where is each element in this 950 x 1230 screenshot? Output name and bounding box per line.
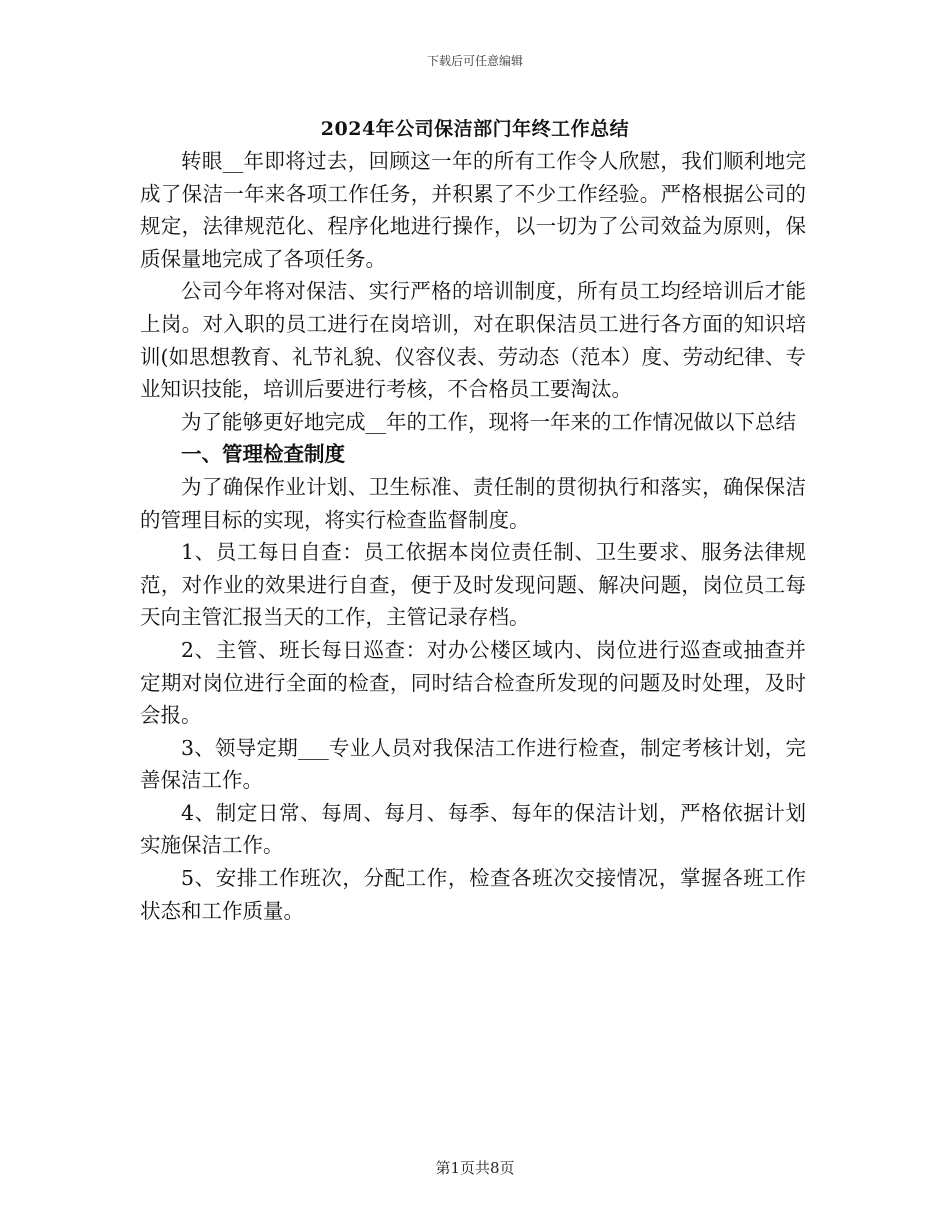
- body-paragraph: 公司今年将对保洁、实行严格的培训制度，所有员工均经培训后才能上岗。对入职的员工进行在岗培训，对在职保洁员工进行各方面的知识培训(如思想教育、礼节礼貌、仪容仪表、劳动态（范本）度、劳动纪律、专业知识技能，培训后要进行考核，不合格员工要淘汰。: [140, 279, 806, 402]
- list-item: 1、员工每日自查：员工依据本岗位责任制、卫生要求、服务法律规范，对作业的效果进行自查，便于及时发现问题、解决问题，岗位员工每天向主管汇报当天的工作，主管记录存档。: [140, 540, 806, 630]
- list-item: 2、主管、班长每日巡查：对办公楼区域内、岗位进行巡查或抽查并定期对岗位进行全面的检查，同时结合检查所发现的问题及时处理，及时会报。: [140, 637, 806, 728]
- list-item: 3、领导定期___专业人员对我保洁工作进行检查，制定考核计划，完善保洁工作。: [140, 735, 806, 793]
- header-note: 下载后可任意编辑: [426, 54, 523, 68]
- body-paragraph: 转眼__年即将过去，回顾这一年的所有工作令人欣慰，我们顺利地完成了保洁一年来各项工作任务，并积累了不少工作经验。严格根据公司的规定，法律规范化、程序化地进行操作，以一切为了公司效益为原则，保质保量地完成了各项任务。: [140, 149, 806, 271]
- list-item: 5、安排工作班次，分配工作，检查各班次交接情况，掌握各班工作状态和工作质量。: [140, 866, 806, 923]
- body-paragraph: 为了能够更好地完成__年的工作，现将一年来的工作情况做以下总结: [181, 409, 796, 434]
- section-heading: 一、管理检查制度: [181, 442, 345, 467]
- document-body: [140, 145, 806, 927]
- body-paragraph: 为了确保作业计划、卫生标准、责任制的贯彻执行和落实，确保保洁的管理目标的实现，将实行检查监督制度。: [140, 474, 806, 532]
- list-item: 4、制定日常、每周、每月、每季、每年的保洁计划，严格依据计划实施保洁工作。: [140, 800, 806, 858]
- document-title: 2024年公司保洁部门年终工作总结: [320, 118, 630, 140]
- page-number: 第1页共8页: [435, 1159, 515, 1177]
